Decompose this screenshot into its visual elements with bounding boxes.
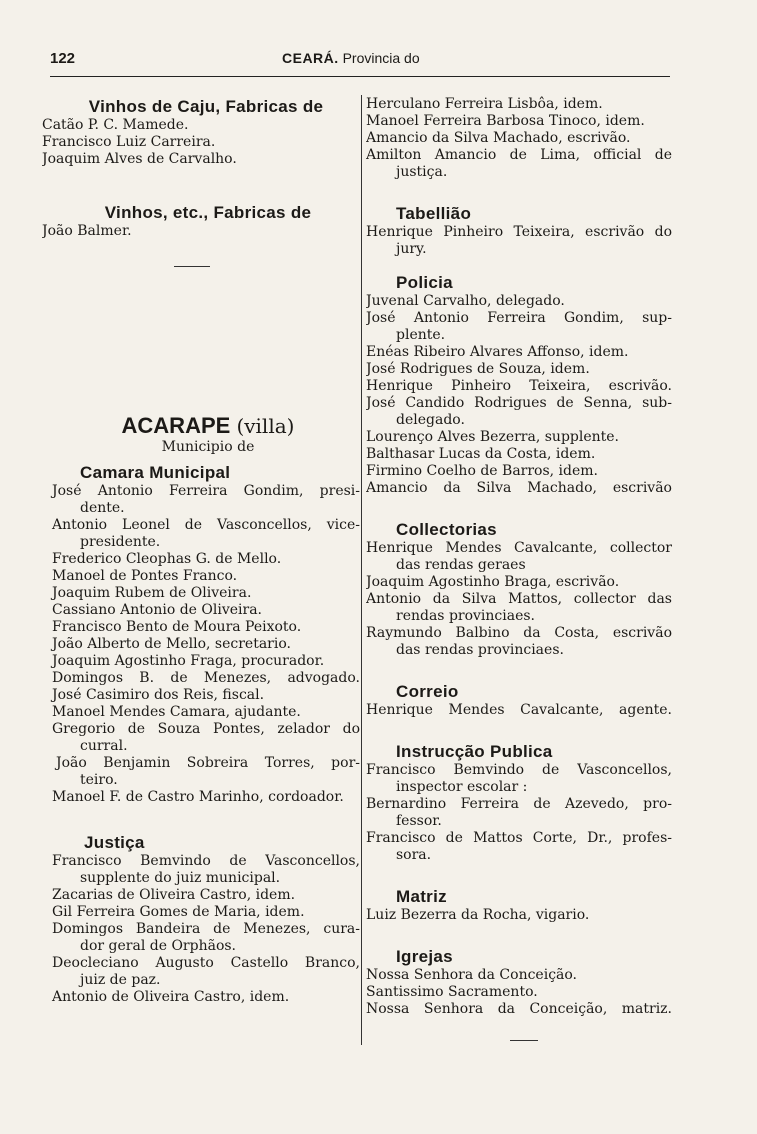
- page-number: 122: [50, 50, 76, 67]
- list-item: José Rodrigues de Souza, idem.: [366, 361, 590, 377]
- section-heading-correio: Correio: [396, 682, 459, 701]
- running-title: [282, 50, 420, 66]
- list-item: justiça.: [396, 164, 448, 180]
- list-item: dente.: [80, 500, 125, 516]
- list-item: juiz de paz.: [80, 972, 161, 988]
- list-item: Firmino Coelho de Barros, idem.: [366, 463, 599, 479]
- list-item: teiro.: [80, 772, 118, 788]
- list-item: José Casimiro dos Reis, fiscal.: [52, 687, 265, 703]
- section-rule: [510, 1040, 538, 1041]
- list-item: Joaquim Agostinho Fraga, procurador.: [52, 653, 325, 669]
- list-item: Deocleciano Augusto Castello Branco,: [52, 955, 360, 971]
- list-item: Francisco de Mattos Corte, Dr., profes-: [366, 830, 672, 846]
- page-header: [50, 50, 670, 74]
- list-item: curral.: [80, 738, 128, 754]
- section-heading-camara: Camara Municipal: [80, 463, 231, 482]
- section-heading-matriz: Matriz: [396, 887, 447, 906]
- list-item: Manoel de Pontes Franco.: [52, 568, 238, 584]
- list-item: plente.: [396, 327, 446, 343]
- list-item: Cassiano Antonio de Oliveira.: [52, 602, 262, 618]
- list-item: Joaquim Agostinho Braga, escrivão.: [366, 574, 620, 590]
- list-item: sora.: [396, 847, 432, 863]
- list-item: Joaquim Rubem de Oliveira.: [52, 585, 252, 601]
- list-item: Amilton Amancio de Lima, official de: [366, 147, 672, 163]
- place-suffix: (villa): [236, 414, 295, 438]
- list-item: Manoel F. de Castro Marinho, cordoador.: [52, 789, 344, 805]
- section-heading-tabelliao: Tabellião: [396, 204, 472, 223]
- list-item: Henrique Mendes Cavalcante, agente.: [366, 702, 672, 718]
- running-title-province: CEARÁ.: [282, 50, 339, 66]
- right-column: [366, 96, 672, 1041]
- list-item: Nossa Senhora da Conceição, matriz.: [366, 1001, 672, 1017]
- list-item: Joaquim Alves de Carvalho.: [42, 151, 237, 167]
- list-item: Santissimo Sacramento.: [366, 984, 538, 1000]
- section-heading-vinhos-caju: Vinhos de Caju, Fabricas de: [88, 97, 324, 116]
- list-item: José Antonio Ferreira Gondim, presi-: [52, 483, 360, 499]
- list-item: João Alberto de Mello, secretario.: [52, 636, 291, 652]
- section-heading-policia: Policia: [396, 273, 453, 292]
- list-item: Frederico Cleophas G. de Mello.: [52, 551, 282, 567]
- list-item: Zacarias de Oliveira Castro, idem.: [52, 887, 296, 903]
- list-item: Bernardino Ferreira de Azevedo, pro-: [366, 796, 672, 812]
- list-item: Antonio Leonel de Vasconcellos, vice-: [52, 517, 360, 533]
- list-item: das rendas provinciaes.: [396, 642, 564, 658]
- place-name: ACARAPE: [121, 413, 231, 438]
- section-heading-vinhos-etc: Vinhos, etc., Fabricas de: [104, 203, 312, 222]
- list-item: dor geral de Orphãos.: [80, 938, 237, 954]
- list-item: Lourenço Alves Bezerra, supplente.: [366, 429, 620, 445]
- list-item: Domingos B. de Menezes, advogado.: [52, 670, 360, 686]
- list-item: rendas provinciaes.: [396, 608, 536, 624]
- list-item: Henrique Pinheiro Teixeira, escrivão.: [366, 378, 672, 394]
- list-item: Nossa Senhora da Conceição.: [366, 967, 578, 983]
- list-item: Antonio de Oliveira Castro, idem.: [52, 989, 290, 1005]
- running-title-rest: Provincia do: [342, 50, 420, 66]
- header-rule: [50, 76, 670, 77]
- list-item: Francisco Bemvindo de Vasconcellos,: [52, 853, 360, 869]
- list-item: Catão P. C. Mamede.: [42, 117, 189, 133]
- list-item: Francisco Luiz Carreira.: [42, 134, 216, 150]
- place-subtitle: Municipio de: [161, 439, 255, 455]
- list-item: Enéas Ribeiro Alvares Affonso, idem.: [366, 344, 629, 360]
- list-item: Gil Ferreira Gomes de Maria, idem.: [52, 904, 305, 920]
- list-item: Gregorio de Souza Pontes, zelador do: [52, 721, 360, 737]
- list-item: Domingos Bandeira de Menezes, cura-: [52, 921, 360, 937]
- section-heading-justica: Justiça: [84, 833, 145, 852]
- section-heading-igrejas: Igrejas: [396, 947, 453, 966]
- list-item: supplente do juiz municipal.: [80, 870, 281, 886]
- list-item: José Antonio Ferreira Gondim, sup-: [366, 310, 672, 326]
- list-item: Herculano Ferreira Lisbôa, idem.: [366, 96, 603, 112]
- list-item: Manoel Ferreira Barbosa Tinoco, idem.: [366, 113, 645, 129]
- column-divider: [361, 95, 362, 1045]
- list-item: Raymundo Balbino da Costa, escrivão: [366, 625, 672, 641]
- list-item: Balthasar Lucas da Costa, idem.: [366, 446, 596, 462]
- list-item: Francisco Bento de Moura Peixoto.: [52, 619, 302, 635]
- list-item: João Benjamin Sobreira Torres, por-: [56, 755, 360, 771]
- list-item: Amancio da Silva Machado, escrivão: [366, 480, 672, 496]
- place-title: [42, 413, 360, 439]
- list-item: presidente.: [80, 534, 161, 550]
- list-item: Francisco Bemvindo de Vasconcellos,: [366, 762, 672, 778]
- list-item: José Candido Rodrigues de Senna, sub-: [366, 395, 672, 411]
- section-heading-collectorias: Collectorias: [396, 520, 497, 539]
- list-item: Juvenal Carvalho, delegado.: [366, 293, 565, 309]
- list-item: Luiz Bezerra da Rocha, vigario.: [366, 907, 590, 923]
- list-item: delegado.: [396, 412, 465, 428]
- left-column: [42, 96, 360, 1006]
- list-item: inspector escolar :: [396, 779, 528, 795]
- list-item: Henrique Mendes Cavalcante, collector: [366, 540, 672, 556]
- list-item: das rendas geraes: [396, 557, 526, 573]
- list-item: Henrique Pinheiro Teixeira, escrivão do: [366, 224, 672, 240]
- list-item: fessor.: [396, 813, 442, 829]
- list-item: Manoel Mendes Camara, ajudante.: [52, 704, 301, 720]
- list-item: Antonio da Silva Mattos, collector das: [366, 591, 672, 607]
- list-item: João Balmer.: [42, 223, 132, 239]
- list-item: jury.: [396, 241, 427, 257]
- list-item: Amancio da Silva Machado, escrivão.: [366, 130, 631, 146]
- section-heading-instruccao: Instrucção Publica: [396, 742, 553, 761]
